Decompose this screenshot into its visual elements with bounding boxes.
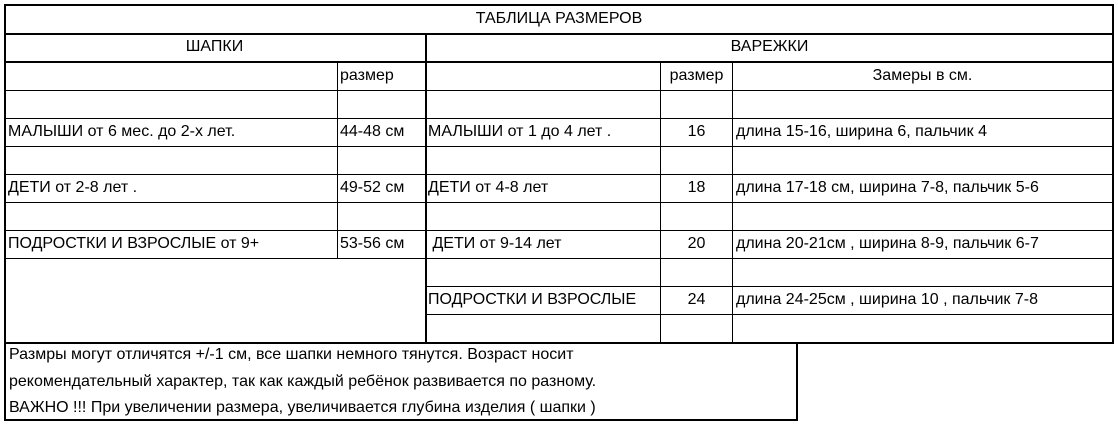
mittens-row-label: ДЕТИ от 9-14 лет [428,235,562,252]
mittens-header: ВАРЕЖКИ [730,38,809,55]
hats-row-label: МАЛЫШИ от 6 мес. до 2-х лет. [8,123,236,140]
grid-line [425,314,1114,315]
mittens-row-size: 16 [687,123,706,140]
grid-line [4,202,1114,203]
note-line: ВАЖНО !!! При увеличении размера, увеличивается глубина изделия ( шапки ) [9,399,596,417]
note-block [9,342,797,422]
mittens-measure-column-header: Замеры в см. [872,66,973,84]
mittens-row-label: ДЕТИ от 4-8 лет [428,179,549,196]
mittens-row-measure: длина 15-16, ширина 6, пальчик 4 [736,123,987,140]
grid-line [4,258,1114,259]
hats-size-column-header: размер [340,66,394,84]
hats-header: ШАПКИ [185,38,244,55]
grid-line [4,146,1114,147]
mittens-row-label: ПОДРОСТКИ И ВЗРОСЛЫЕ [428,291,637,308]
hats-row-size: 53-56 см [340,235,405,252]
mittens-row-size: 20 [687,235,706,252]
note-line: Размры могут отличятся +/-1 см, все шапки немного тянутся. Возраст носит [9,346,574,363]
grid-line [4,90,1114,91]
mittens-row-measure: длина 24-25см , ширина 10 , пальчик 7-8 [736,291,1038,308]
grid-line [4,4,6,421]
hats-row-size: 44-48 см [340,123,405,140]
hats-row-label: ПОДРОСТКИ И ВЗРОСЛЫЕ от 9+ [8,235,260,252]
hats-row-label: ДЕТИ от 2-8 лет . [8,179,138,196]
hats-row-size: 49-52 см [340,179,405,196]
table-title: ТАБЛИЦА РАЗМЕРОВ [475,9,643,27]
mittens-row-size: 18 [687,179,706,196]
mittens-row-measure: длина 20-21см , ширина 8-9, пальчик 6-7 [736,235,1039,252]
mittens-row-label: МАЛЫШИ от 1 до 4 лет . [428,123,612,140]
note-line: рекомендательный характер, так как каждый ребёнок развивается по разному. [9,372,597,390]
grid-line [732,61,733,342]
mittens-size-column-header: размер [669,66,724,84]
mittens-row-size: 24 [687,291,706,308]
mittens-row-measure: длина 17-18 см, ширина 7-8, пальчик 5-6 [736,179,1039,196]
